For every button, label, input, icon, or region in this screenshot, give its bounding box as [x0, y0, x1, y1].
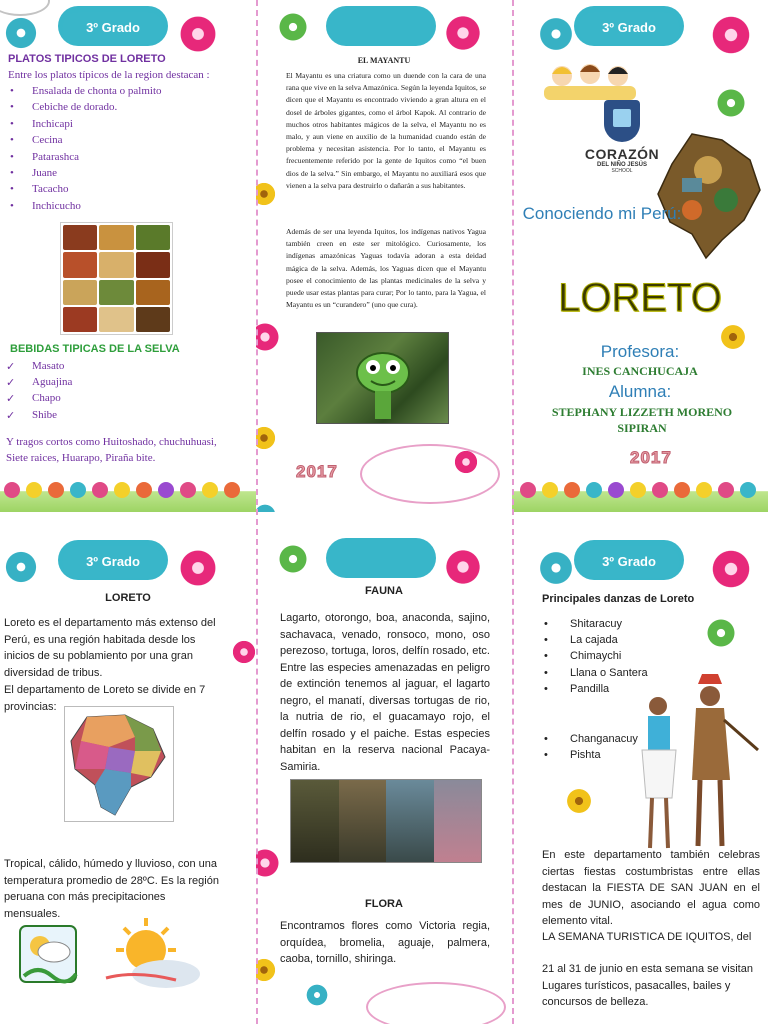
pink-flower-icon	[708, 12, 754, 58]
list-item: • Chimaychi	[540, 650, 648, 666]
list-item: ✓ Shibe	[6, 409, 72, 425]
alumna-label: Alumna:	[608, 382, 672, 401]
loreto-title: LORETO	[558, 276, 722, 320]
list-item: • Cebiche de dorado.	[8, 101, 162, 117]
header-banner	[326, 538, 436, 578]
flower-garden-border	[512, 470, 768, 512]
platos-intro: Entre los platos típicos de la region destacan :	[8, 69, 210, 81]
pink-flower-icon	[708, 546, 754, 592]
pink-flower-icon	[176, 12, 220, 56]
semana-turistica-text: 21 al 31 de junio en esta semana se visitan Lugares turísticos, pasacalles, bailes y concursos de belleza.	[542, 963, 753, 1008]
list-item: • Shitaracuy	[540, 618, 648, 634]
list-item: ✓ Aguajina	[6, 376, 72, 392]
beverage-list	[6, 360, 72, 425]
school-name: CORAZÓN	[584, 146, 660, 162]
fauna-text: Lagarto, otorongo, boa, anaconda, sajino, sachavaca, venado, ronsoco, mono, oso perezoso, tortuga, loros, delfín rosado, etc. Entre las especies amenazadas en peligro de extinción tenemos al jaguar, el lagarto negro, el manatí, diversas tortugas de rio, la nutria de rio, el guacamayo rojo, el delfín rosado y el paiche. Estas especies habitan en la reserva nacional Pacaya-Samiria.	[280, 612, 490, 773]
dish-list	[8, 85, 162, 216]
profesora-label: Profesora:	[600, 342, 680, 361]
swirl-decoration	[366, 982, 506, 1024]
dance-list	[540, 618, 648, 699]
dance-list-2	[540, 733, 638, 765]
yellow-flower-icon	[256, 424, 278, 452]
list-item: • Pishta	[540, 749, 638, 765]
swirl-decoration	[360, 444, 500, 504]
list-item: • Pandilla	[540, 683, 648, 699]
angels-illustration	[540, 56, 640, 102]
fauna-image	[290, 779, 482, 863]
teacher-name: INES CANCHUCAJA	[582, 364, 698, 378]
shield-icon	[604, 100, 640, 142]
green-flower-icon	[714, 86, 748, 120]
grade-badge: 3º Grado	[62, 546, 164, 578]
loreto-provinces-text: El departamento de Loreto se divide en 7 provincias:	[4, 684, 206, 713]
food-collage-image	[60, 222, 173, 335]
flora-text: Encontramos flores como Victoria regia, orquídea, bromelia, aguaje, palmera, caoba, tornillo, shiringa.	[280, 920, 490, 965]
student-name: STEPHANY LIZZETH MORENO SIPIRAN	[551, 405, 733, 435]
list-item: • Juane	[8, 167, 162, 183]
loreto-heading: LORETO	[105, 592, 151, 604]
peru-provinces-map	[64, 706, 174, 822]
loreto-description: Loreto es el departamento más extenso del Perú, es una región habitada desde los inicios de su poblamiento por una gran diversidad de tribus.	[4, 617, 216, 679]
year-label: 2017	[630, 448, 672, 467]
loreto-collage-map	[652, 130, 764, 260]
climate-text: Tropical, cálido, húmedo y lluvioso, con una temperatura promedio de 28ºC. Es la región peruana con más precipitaciones mensuales.	[4, 858, 219, 920]
teal-flower-icon	[2, 14, 40, 52]
fauna-heading: FAUNA	[365, 585, 403, 597]
yellow-flower-icon	[564, 786, 594, 816]
panel-platos-tipicos	[0, 0, 256, 512]
yellow-flower-icon	[256, 956, 278, 984]
pink-flower-icon	[442, 12, 484, 54]
school-subtitle: DEL NIÑO JESÚS	[597, 162, 647, 168]
green-flower-icon	[276, 10, 310, 44]
bebidas-title: BEBIDAS TIPICAS DE LA SELVA	[10, 343, 180, 355]
list-item: • Changanacuy	[540, 733, 638, 749]
green-flower-icon	[704, 616, 738, 650]
teal-flower-icon	[536, 548, 576, 588]
teal-flower-icon	[536, 14, 576, 54]
list-item: • La cajada	[540, 634, 648, 650]
semana-turistica-title: LA SEMANA TURISTICA DE IQUITOS, del	[542, 931, 752, 943]
swirl-decoration	[0, 0, 50, 16]
green-flower-icon	[276, 542, 310, 576]
teal-flower-icon	[304, 982, 330, 1008]
list-item: • Ensalada de chonta o palmito	[8, 85, 162, 101]
conociendo-heading: Conociendo mi Perú:	[522, 204, 682, 223]
pink-flower-icon	[256, 846, 282, 880]
teal-flower-icon	[256, 502, 278, 512]
grade-badge: 3º Grado	[578, 12, 680, 44]
teal-flower-icon	[2, 548, 40, 586]
tragos-text: Y tragos cortos como Huitoshado, chuchuhuasi, Siete raices, Huarapo, Piraña bite.	[6, 436, 217, 464]
panel-cover	[512, 0, 768, 512]
mayantu-paragraph-1: El Mayantu es una criatura como un duende con la cara de una rana que vive en la selva Amazónica. Según la leyenda Iquitos, se dicen que el Mayantu es encontrado viviendo a gran altura en el dosel de árboles gigantes, como el árbol Kapok. Al contrario de muchos otros habitantes mágicos de la selva, el Mayantu no es malo, y aun viene en auxilio de la humanidad cuando están de problema y necesitan asistencia. Por lo tanto, el Mayantu es frecuentemente referido por la gente de Iquitos como “el buen dios de la selva.” Sin embargo, el Mayantu no auxiliará esos que vienen a la selva para destruirlo o dañarán a sus habitantes.	[286, 71, 486, 190]
list-item: • Llana o Santera	[540, 667, 648, 683]
flora-heading: FLORA	[365, 898, 403, 910]
list-item: ✓ Chapo	[6, 392, 72, 408]
weather-icon	[18, 924, 78, 984]
list-item: ✓ Masato	[6, 360, 72, 376]
pink-flower-icon	[442, 546, 484, 588]
fiestas-text: En este departamento también celebras ciertas fiestas costumbristas entre ellas destacan la FIESTA DE SAN JUAN en el mes de JUNIO, asociando el agua como elemento vital.	[542, 849, 760, 927]
sun-cloud-icon	[96, 916, 206, 996]
grade-badge: 3º Grado	[62, 12, 164, 44]
platos-title: PLATOS TIPICOS DE LORETO	[8, 53, 166, 65]
pink-flower-icon	[452, 448, 480, 476]
mayantu-paragraph-2: Además de ser una leyenda Iquitos, los indígenas nativos Yagua también creen en este ser mitológico. Curiosamente, los indígenas amazónicas Yaguas todavía adoran a esta deidad mágica de la selva. Además, los Yaguas dicen que el Mayantu posee el conocimiento de las plantas medicinales de la selva y puede usar estas plantas para curar; Por lo tanto, para la Yagua, el Mayantu es un “curandero” (uno que cura).	[286, 227, 486, 310]
year-label: 2017	[296, 462, 338, 481]
list-item: • Inchicapi	[8, 118, 162, 134]
yellow-flower-icon	[256, 180, 278, 208]
list-item: • Inchicucho	[8, 200, 162, 216]
danzas-title: Principales danzas de Loreto	[542, 593, 695, 605]
pink-flower-icon	[230, 638, 256, 666]
list-item: • Tacacho	[8, 183, 162, 199]
header-banner	[326, 6, 436, 46]
fold-line	[256, 0, 258, 1024]
fold-line	[512, 0, 514, 1024]
school-tag: SCHOOL	[611, 168, 633, 174]
pink-flower-icon	[256, 320, 282, 354]
mayantu-title: EL MAYANTU	[357, 56, 411, 65]
grade-badge: 3º Grado	[578, 546, 680, 578]
list-item: • Patarashca	[8, 151, 162, 167]
mayantu-image	[316, 332, 449, 424]
pink-flower-icon	[176, 546, 220, 590]
flower-garden-border	[0, 470, 256, 512]
panel-danzas	[512, 512, 768, 1024]
panel-mayantu	[256, 0, 512, 512]
list-item: • Cecina	[8, 134, 162, 150]
